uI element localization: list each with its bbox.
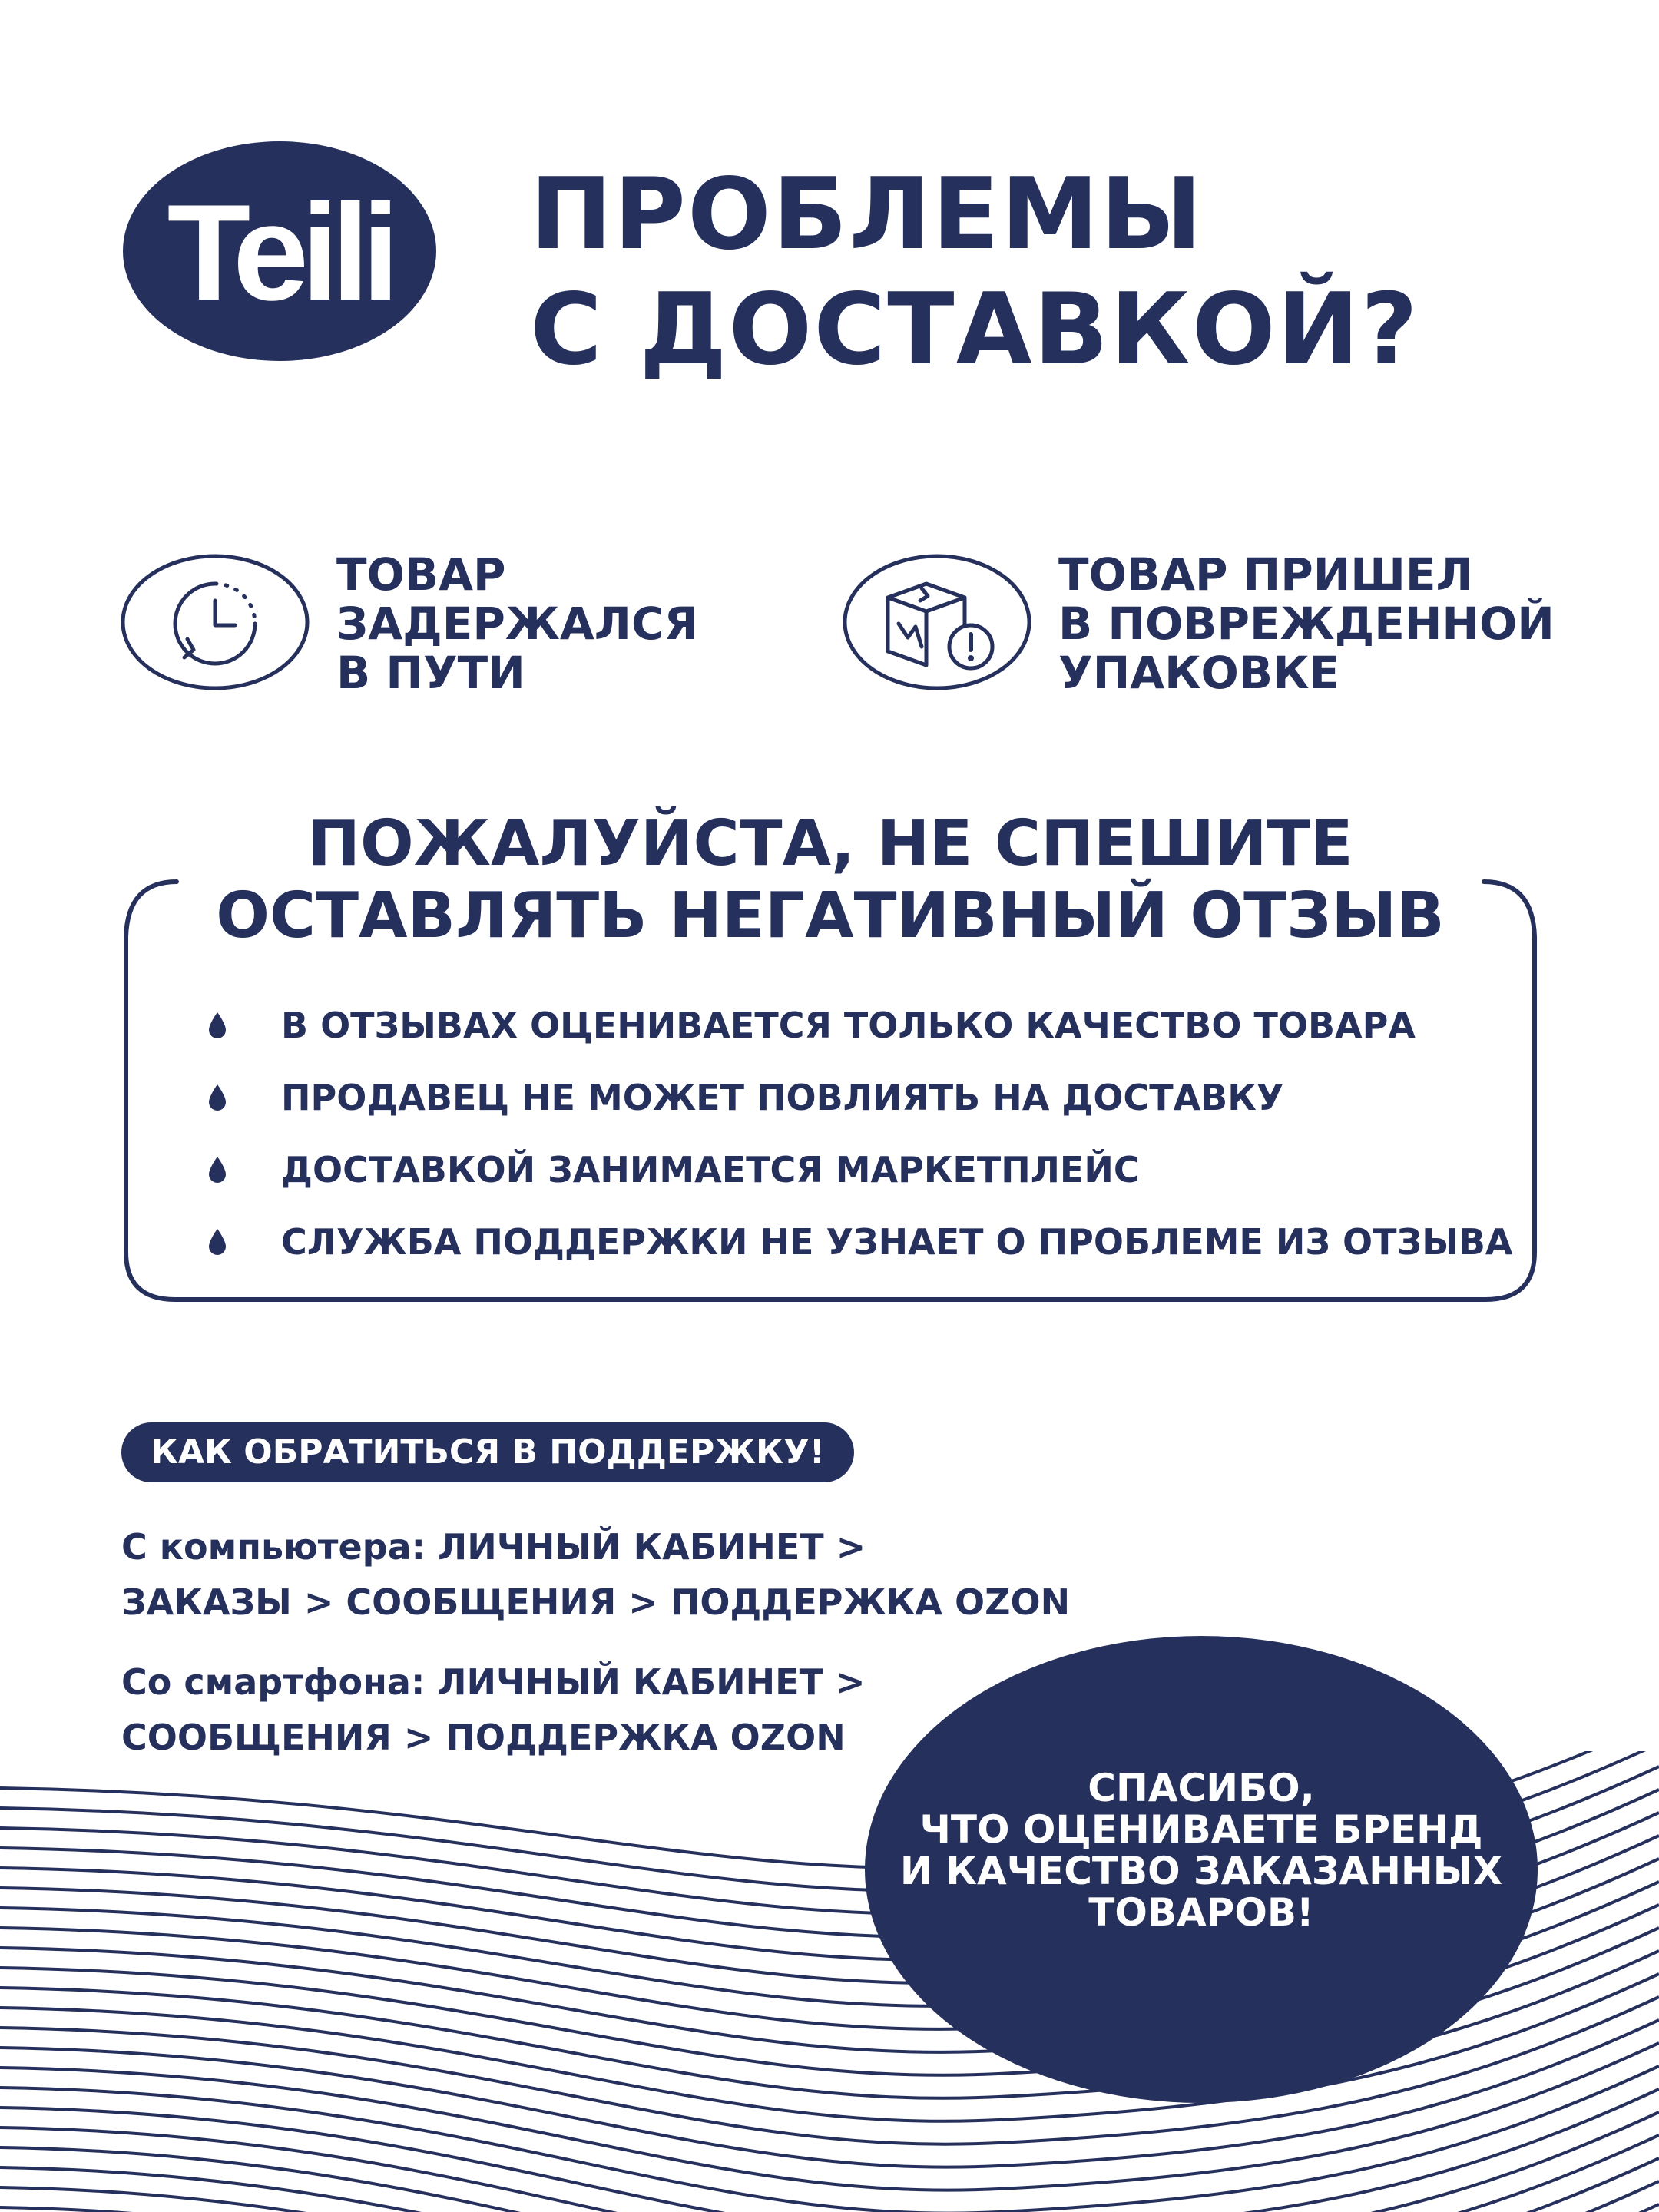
problem-line: ТОВАР ПРИШЕЛ <box>1058 548 1473 601</box>
title-line: ПРОБЛЕМЫ <box>530 157 1204 272</box>
list-item <box>207 1061 1528 1134</box>
page-title <box>530 157 1621 388</box>
problem-line: УПАКОВКЕ <box>1058 647 1340 699</box>
problem-line: В ПУТИ <box>336 647 525 699</box>
problem-damage-text <box>1058 550 1555 697</box>
wave-line <box>0 2135 1659 2212</box>
list-item <box>207 989 1528 1061</box>
reason-text: СЛУЖБА ПОДДЕРЖКИ НЕ УЗНАЕТ О ПРОБЛЕМЕ ИЗ ОТЗЫВА <box>281 1221 1513 1263</box>
instruction-line: Со смартфона: ЛИЧНЫЙ КАБИНЕТ > <box>121 1661 866 1703</box>
drop-icon <box>207 1012 227 1039</box>
instruction-line: С компьютера: ЛИЧНЫЙ КАБИНЕТ > <box>121 1526 866 1568</box>
mobile-instructions <box>121 1654 866 1765</box>
instruction-line: ЗАКАЗЫ > СООБЩЕНИЯ > ПОДДЕРЖКА OZON <box>121 1581 1071 1623</box>
drop-icon <box>207 1084 227 1111</box>
appeal-title-line: ОСТАВЛЯТЬ НЕГАТИВНЫЙ ОТЗЫВ <box>216 879 1445 952</box>
instruction-line: СООБЩЕНИЯ > ПОДДЕРЖКА OZON <box>121 1717 846 1758</box>
drop-icon <box>207 1228 227 1256</box>
delay-clock-icon <box>120 553 310 691</box>
thanks-line: И КАЧЕСТВО ЗАКАЗАННЫХ <box>899 1849 1503 1893</box>
thanks-badge <box>865 1636 1538 2103</box>
support-title-badge: КАК ОБРАТИТЬСЯ В ПОДДЕРЖКУ! <box>121 1422 854 1482</box>
damaged-box-icon <box>842 553 1032 691</box>
logo-text: Teili <box>167 176 392 329</box>
reason-text: ПРОДАВЕЦ НЕ МОЖЕТ ПОВЛИЯТЬ НА ДОСТАВКУ <box>281 1077 1284 1118</box>
brand-logo <box>121 140 438 363</box>
thanks-line: ЧТО ОЦЕНИВАЕТЕ БРЕНД <box>919 1807 1483 1852</box>
thanks-line: ТОВАРОВ! <box>1088 1890 1314 1935</box>
appeal-title-line: ПОЖАЛУЙСТА, НЕ СПЕШИТЕ <box>307 807 1353 880</box>
thanks-text <box>900 1767 1502 1933</box>
thanks-line: СПАСИБО, <box>1088 1766 1315 1810</box>
problem-line: ТОВАР <box>336 548 506 601</box>
reason-text: ДОСТАВКОЙ ЗАНИМАЕТСЯ МАРКЕТПЛЕЙС <box>281 1149 1140 1190</box>
list-item <box>207 1206 1528 1278</box>
problem-line: ЗАДЕРЖАЛСЯ <box>336 598 699 650</box>
wave-line <box>0 2089 1659 2212</box>
problem-line: В ПОВРЕЖДЕННОЙ <box>1058 598 1555 650</box>
problem-delay-text <box>336 550 698 697</box>
title-line: С ДОСТАВКОЙ? <box>530 273 1419 387</box>
reason-text: В ОТЗЫВАХ ОЦЕНИВАЕТСЯ ТОЛЬКО КАЧЕСТВО ТОВАРА <box>281 1005 1416 1046</box>
reasons-list <box>207 989 1528 1278</box>
drop-icon <box>207 1156 227 1184</box>
list-item <box>207 1134 1528 1206</box>
desktop-instructions <box>121 1519 1070 1630</box>
appeal-title <box>121 808 1539 952</box>
